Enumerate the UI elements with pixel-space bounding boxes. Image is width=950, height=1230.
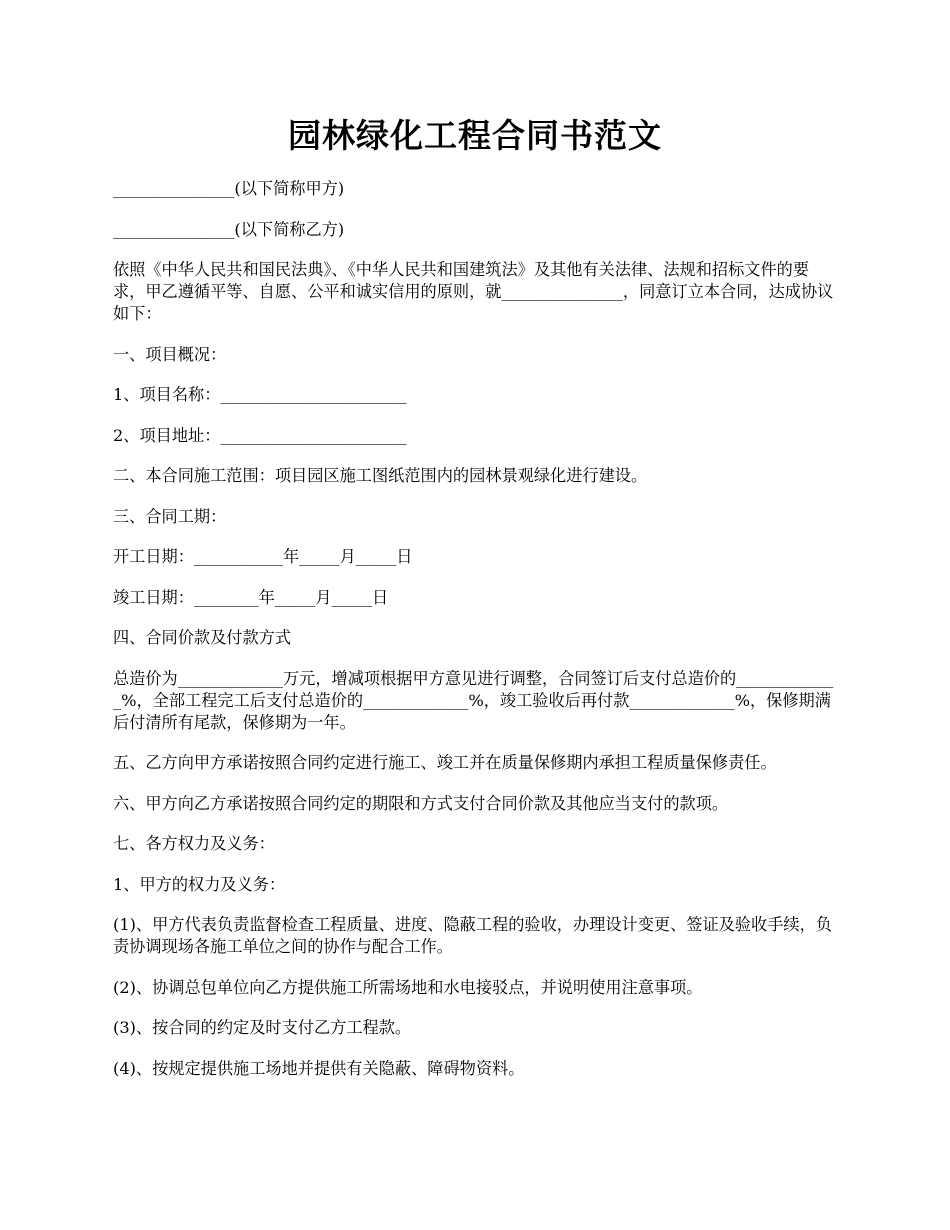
party-b-commitment-paragraph: 五、乙方向甲方承诺按照合同约定进行施工、竣工并在质量保修期内承担工程质量保修责任。 xyxy=(113,753,777,772)
project-name-line: 1、项目名称：_______________________ xyxy=(113,385,407,404)
payment-terms-paragraph: 总造价为_____________万元，增减项根据甲方意见进行调整，合同签订后支付总造价的_____________%，全部工程完工后支付总造价的_____________%，竣工验收后再付款_____________%，保修期满后付清所有尾款，保修期为一年。 xyxy=(113,668,834,732)
document-title: 园林绿化工程合同书范文 xyxy=(288,116,662,155)
preamble-paragraph: 依照《中华人民共和国民法典》、《中华人民共和国建筑法》及其他有关法律、法规和招标文件的要求，甲乙遵循平等、自愿、公平和诚实信用的原则，就_______________，同意订立本合同，达成协议如下： xyxy=(113,260,834,323)
party-b-line: _______________(以下简称乙方) xyxy=(113,219,345,239)
subheading-party-a-rights: 1、甲方的权力及义务： xyxy=(113,874,286,894)
party-a-commitment-paragraph: 六、甲方向乙方承诺按照合同约定的期限和方式支付合同价款及其他应当支付的款项。 xyxy=(113,793,729,813)
party-a-item-3: (3)、按合同的约定及时支付乙方工程款。 xyxy=(113,1018,412,1037)
section-heading-rights-obligations: 七、各方权力及义务： xyxy=(113,834,275,853)
party-a-item-2: (2)、协调总包单位向乙方提供施工所需场地和水电接驳点，并说明使用注意事项。 xyxy=(113,977,703,997)
party-a-item-1: (1)、甲方代表负责监督检查工程质量、进度、隐蔽工程的验收，办理设计变更、签证及验收手续，负责协调现场各施工单位之间的协作与配合工作。 xyxy=(113,915,832,956)
section-heading-contract-period: 三、合同工期： xyxy=(113,506,227,526)
document-body xyxy=(113,178,835,1098)
project-address-line: 2、项目地址：_______________________ xyxy=(113,425,407,445)
party-a-item-4: (4)、按规定提供施工场地并提供有关隐蔽、障碍物资料。 xyxy=(113,1058,525,1078)
party-a-line: _______________(以下简称甲方) xyxy=(113,179,345,198)
section-heading-price-payment: 四、合同价款及付款方式 xyxy=(113,628,292,647)
completion-date-line: 竣工日期：________年_____月_____日 xyxy=(113,587,389,607)
construction-scope-paragraph: 二、本合同施工范围：项目园区施工图纸范围内的园林景观绿化进行建设。 xyxy=(113,466,648,485)
start-date-line: 开工日期：___________年_____月_____日 xyxy=(113,547,413,566)
section-heading-project-overview: 一、项目概况： xyxy=(113,344,227,364)
